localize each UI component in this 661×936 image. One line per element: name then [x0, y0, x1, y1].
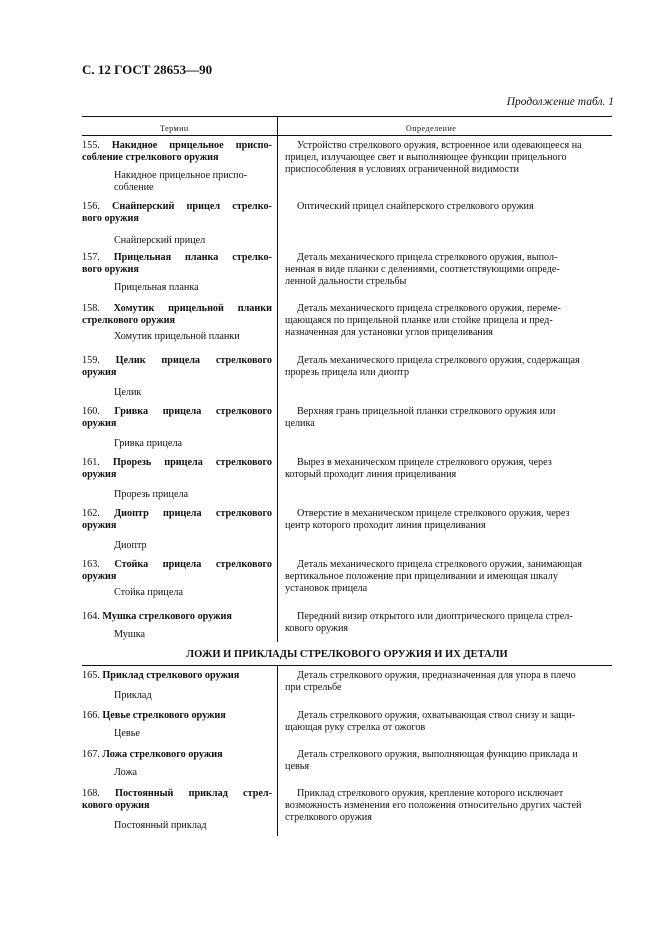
term-cell [82, 749, 272, 779]
term-cell [82, 788, 272, 832]
term-cell [82, 611, 272, 641]
column-divider-lower [277, 666, 278, 836]
term-title: Диоптр прицела стрелкового [114, 508, 272, 519]
term-title: Мушка стрелкового оружия [102, 611, 232, 622]
term-synonym: Снайперский прицел [114, 235, 206, 246]
term-title: Снайперский прицел стрелко- [112, 201, 272, 212]
column-divider [277, 117, 278, 642]
term-cell [82, 670, 272, 702]
column-header-definition: Определение [406, 124, 457, 133]
definition-cell: Деталь стрелкового оружия, предназначенная для упора в плечо при стрельбе [285, 670, 576, 693]
term-title: Целик прицела стрелкового [115, 355, 272, 366]
term-title-cont: вого оружия [82, 264, 139, 275]
term-cell [82, 508, 272, 552]
term-number: 163. [82, 559, 100, 570]
term-number: 155. [82, 140, 100, 151]
definition-cell: Устройство стрелкового оружия, встроенное или одевающееся на прицел, излучающее свет и выполняющее функции прицельного приспособления в условиях ограниченной видимости [285, 140, 582, 175]
term-cell [82, 140, 272, 194]
definition-cell: Передний визир открытого или диоптрического прицела стрел- кового оружия [285, 611, 573, 634]
term-synonym: Постоянный приклад [114, 820, 207, 831]
definition-cell: Деталь стрелкового оружия, охватывающая ствол снизу и защи- щающая руку стрелка от ожогов [285, 710, 576, 733]
term-cell [82, 457, 272, 501]
term-cell [82, 303, 272, 343]
term-title: Стойка прицела стрелкового [114, 559, 273, 570]
term-number: 162. [82, 508, 100, 519]
term-title-cont: собление стрелкового оружия [82, 152, 219, 163]
term-title: Постоянный приклад стрел- [115, 788, 272, 799]
term-synonym: Ложа [114, 767, 138, 778]
term-number: 164. [82, 611, 100, 622]
term-title: Приклад стрелкового оружия [102, 670, 240, 681]
term-title: Прицельная планка стрелко- [113, 252, 273, 263]
definition-cell: Отверстие в механическом прицеле стрелкового оружия, через центр которого проходит линия прицеливания [285, 508, 570, 531]
term-title: Накидное прицельное приспо- [111, 140, 272, 151]
term-title: Ложа стрелкового оружия [102, 749, 223, 760]
term-number: 167. [82, 749, 100, 760]
term-title: Хомутик прицельной планки [113, 303, 272, 314]
term-cell [82, 406, 272, 450]
term-synonym: Прорезь прицела [114, 489, 189, 500]
column-header-term: Термин [160, 124, 189, 133]
term-synonym: Хомутик прицельной планки [114, 331, 240, 342]
definition-cell: Приклад стрелкового оружия, крепление которого исключает возможность изменения его положения относительно других частей стрелкового оружия [285, 788, 582, 823]
term-synonym: Гривка прицела [114, 438, 183, 449]
term-synonym: Прицельная планка [114, 282, 199, 293]
term-number: 165. [82, 670, 100, 681]
term-title-cont: стрелкового оружия [82, 315, 176, 326]
table-top-rule [82, 116, 612, 117]
definition-cell: Деталь стрелкового оружия, выполняющая функцию приклада и цевья [285, 749, 578, 772]
table-header-rule [82, 135, 612, 136]
term-title-cont: вого оружия [82, 213, 139, 224]
definition-cell: Деталь механического прицела стрелкового оружия, содержащая прорезь прицела или диоптр [285, 355, 580, 378]
term-number: 161. [82, 457, 100, 468]
section-title: ЛОЖИ И ПРИКЛАДЫ СТРЕЛКОВОГО ОРУЖИЯ И ИХ ДЕТАЛИ [186, 649, 508, 660]
term-title-cont: оружия [82, 520, 117, 531]
term-synonym: Стойка прицела [114, 587, 183, 598]
definition-cell: Деталь механического прицела стрелкового оружия, переме- щающаяся по прицельной планке или стойке прицела и пред- назначенная для установки углов прицеливания [285, 303, 561, 338]
term-synonym: Накидное прицельное приспо- [114, 170, 248, 181]
term-title-cont: кового оружия [82, 800, 150, 811]
definition-cell: Оптический прицел снайперского стрелкового оружия [297, 201, 534, 212]
term-cell [82, 559, 272, 599]
term-synonym: Приклад [114, 690, 152, 701]
term-number: 156. [82, 201, 100, 212]
term-title: Гривка прицела стрелкового [114, 406, 273, 417]
term-number: 159. [82, 355, 100, 366]
term-cell [82, 252, 272, 294]
term-synonym: Цевье [114, 728, 140, 739]
term-cell [82, 710, 272, 740]
page-header: С. 12 ГОСТ 28653—90 [82, 62, 213, 77]
section-rule [82, 665, 612, 666]
definition-cell: Деталь механического прицела стрелкового оружия, выпол- ненная в виде планки с делениями, соответствующими опреде- ленной дальности стрельбы [285, 252, 560, 287]
term-synonym: Мушка [114, 629, 146, 640]
table-continuation-label: Продолжение табл. 1 [506, 96, 614, 108]
term-number: 157. [82, 252, 100, 263]
term-title-cont: оружия [82, 367, 117, 378]
term-cell [82, 201, 272, 247]
term-line [82, 140, 272, 152]
term-cell [82, 355, 272, 399]
term-title-cont: оружия [82, 571, 117, 582]
term-title: Прорезь прицела стрелкового [112, 457, 272, 468]
term-number: 168. [82, 788, 100, 799]
term-number: 158. [82, 303, 100, 314]
definition-cell: Верхняя грань прицельной планки стрелкового оружия или целика [285, 406, 556, 429]
term-title: Цевье стрелкового оружия [102, 710, 226, 721]
term-title-cont: оружия [82, 418, 117, 429]
definition-cell: Вырез в механическом прицеле стрелкового оружия, через который проходит линия прицеливания [285, 457, 552, 480]
term-title-cont: оружия [82, 469, 117, 480]
term-synonym: Диоптр [114, 540, 147, 551]
term-number: 160. [82, 406, 100, 417]
definition-cell: Деталь механического прицела стрелкового оружия, занимающая вертикальное положение при прицеливании и имеющая шкалу установок прицела [285, 559, 582, 594]
term-number: 166. [82, 710, 100, 721]
term-synonym: Целик [114, 387, 142, 398]
term-synonym-cont: собление [114, 182, 154, 193]
